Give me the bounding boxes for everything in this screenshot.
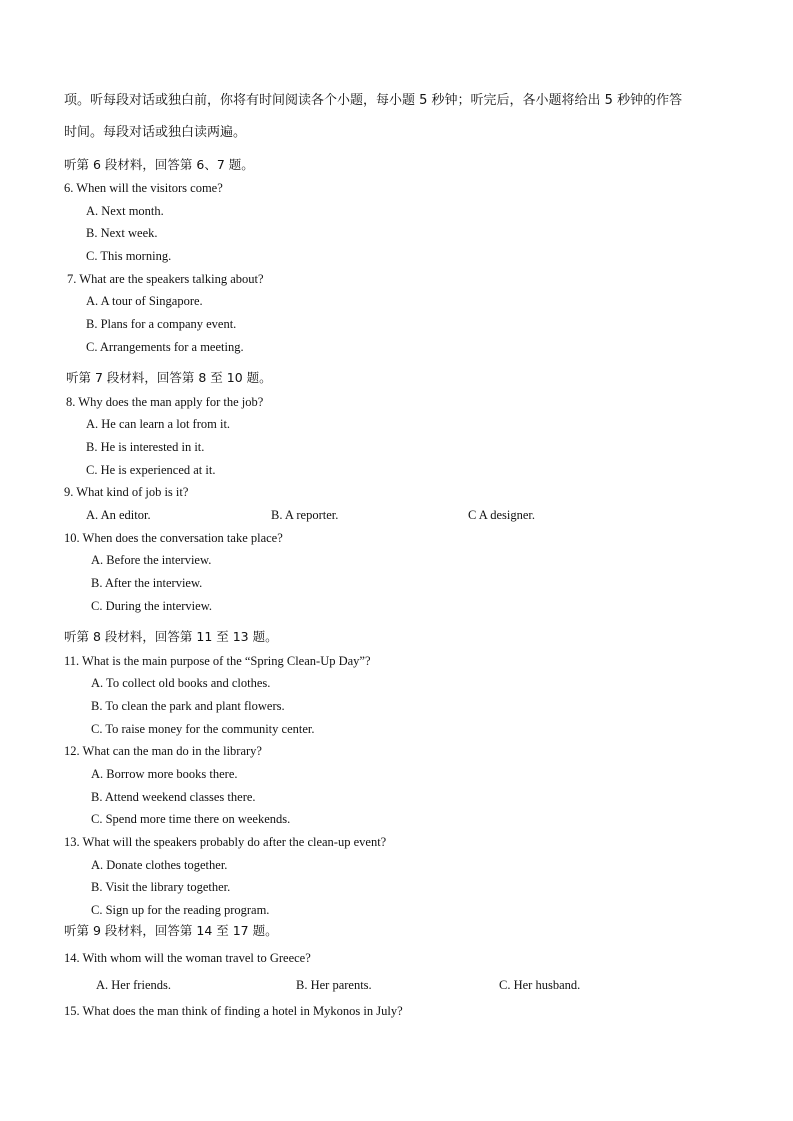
option-8b: B. He is interested in it.: [86, 440, 205, 454]
section-heading-7: 听第 7 段材料，回答第 8 至 10 题。: [66, 370, 272, 385]
question-14: 14. With whom will the woman travel to Greece?: [64, 951, 311, 965]
option-9a: A. An editor.: [86, 508, 151, 522]
option-6b: B. Next week.: [86, 226, 158, 240]
option-9c: C A designer.: [468, 508, 536, 522]
section-heading-6: 听第 6 段材料，回答第 6、7 题。: [64, 157, 254, 172]
question-12: 12. What can the man do in the library?: [64, 744, 262, 758]
intro-line-1: 项。听每段对话或独白前，你将有时间阅读各个小题，每小题 5 秒钟；听完后，各小题将给出 5 秒钟的作答: [64, 93, 683, 108]
section-heading-8: 听第 8 段材料，回答第 11 至 13 题。: [64, 629, 278, 644]
question-8: 8. Why does the man apply for the job?: [66, 395, 264, 409]
option-6a: A. Next month.: [86, 204, 164, 218]
option-9b: B. A reporter.: [271, 508, 339, 522]
option-13a: A. Donate clothes together.: [91, 858, 228, 872]
option-14b: B. Her parents.: [296, 978, 372, 992]
question-15: 15. What does the man think of finding a hotel in Mykonos in July?: [64, 1004, 403, 1018]
option-12a: A. Borrow more books there.: [91, 767, 238, 781]
option-12b: B. Attend weekend classes there.: [91, 790, 256, 804]
option-11c: C. To raise money for the community center.: [91, 722, 315, 736]
option-8c: C. He is experienced at it.: [86, 463, 216, 477]
option-11b: B. To clean the park and plant flowers.: [91, 699, 285, 713]
option-7a: A. A tour of Singapore.: [86, 294, 203, 308]
option-8a: A. He can learn a lot from it.: [86, 417, 231, 431]
option-7b: B. Plans for a company event.: [86, 317, 237, 331]
option-7c: C. Arrangements for a meeting.: [86, 340, 244, 354]
question-6: 6. When will the visitors come?: [64, 181, 223, 195]
section-heading-9: 听第 9 段材料，回答第 14 至 17 题。: [64, 923, 278, 938]
question-7: 7. What are the speakers talking about?: [67, 272, 264, 286]
question-10: 10. When does the conversation take place?: [64, 531, 283, 545]
option-14a: A. Her friends.: [96, 978, 171, 992]
option-6c: C. This morning.: [86, 249, 172, 263]
question-13: 13. What will the speakers probably do after the clean-up event?: [64, 835, 387, 849]
intro-line-2: 时间。每段对话或独白读两遍。: [64, 125, 247, 140]
option-12c: C. Spend more time there on weekends.: [91, 812, 291, 826]
option-10b: B. After the interview.: [91, 576, 203, 590]
option-13c: C. Sign up for the reading program.: [91, 903, 270, 917]
option-14c: C. Her husband.: [499, 978, 581, 992]
option-11a: A. To collect old books and clothes.: [91, 676, 271, 690]
option-10a: A. Before the interview.: [91, 553, 212, 567]
option-10c: C. During the interview.: [91, 599, 213, 613]
question-9: 9. What kind of job is it?: [64, 485, 189, 499]
question-11: 11. What is the main purpose of the “Spring Clean-Up Day”?: [64, 654, 371, 668]
option-13b: B. Visit the library together.: [91, 880, 231, 894]
